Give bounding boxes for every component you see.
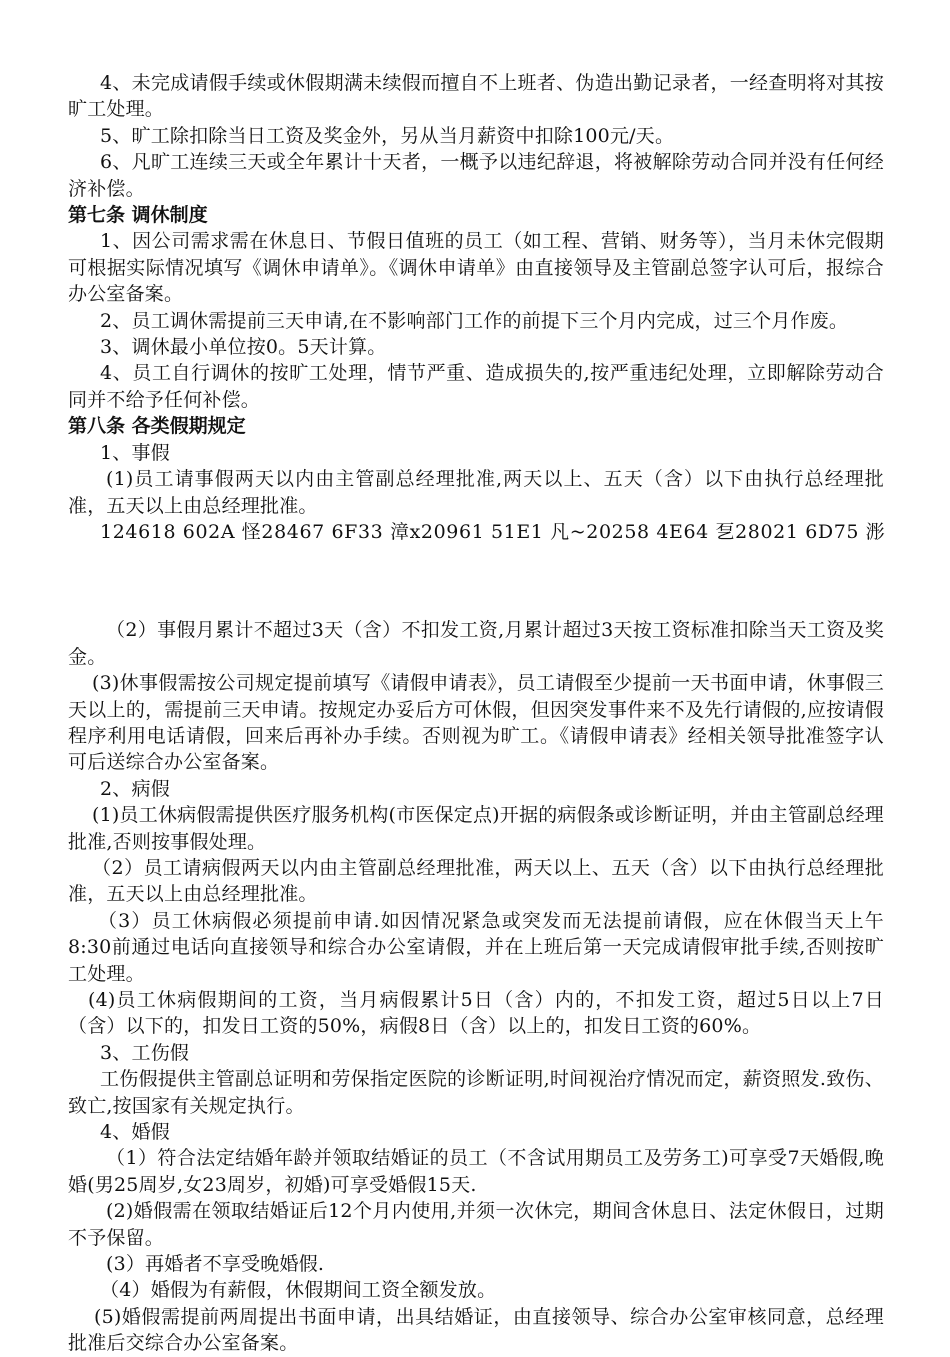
para-personal-leave-1: (1)员工请事假两天以内由主管副总经理批准,两天以上、五天（含）以下由执行总经理批准，五天以上由总经理批准。 [68, 468, 884, 517]
para-sick-leave-3: （3）员工休病假必须提前申请.如因情况紧急或突发而无法提前请假，应在休假当天上午8:30前通过电话向直接领导和综合办公室请假，并在上班后第一天完成请假审批手续,否则按旷工处理。 [68, 909, 884, 985]
para-absence-dismissal: 6、凡旷工连续三天或全年累计十天者，一概予以违纪辞退，将被解除劳动合同并没有任何经济补偿。 [68, 151, 884, 200]
heading-article-7: 第七条 调休制度 [68, 204, 208, 227]
para-absence-deduction: 5、旷工除扣除当日工资及奖金外，另从当月薪资中扣除100元/天。 [100, 124, 675, 147]
heading-article-8: 第八条 各类假期规定 [68, 415, 246, 438]
para-injury-leave: 工伤假提供主管副总证明和劳保指定医院的诊断证明,时间视治疗情况而定，薪资照发.致伤、致亡,按国家有关规定执行。 [68, 1068, 884, 1117]
para-personal-leave-2: （2）事假月累计不超过3天（含）不扣发工资,月累计超过3天按工资标准扣除当天工资及奖金。 [68, 619, 884, 668]
para-sick-leave-1: (1)员工休病假需提供医疗服务机构(市医保定点)开据的病假条或诊断证明，并由主管副总经理批准,否则按事假处理。 [68, 804, 884, 853]
para-compensatory-4: 4、员工自行调休的按旷工处理，情节严重、造成损失的,按严重违纪处理，立即解除劳动合同并不给予任何补偿。 [68, 362, 884, 411]
subheading-marriage-leave: 4、婚假 [100, 1121, 170, 1144]
para-marriage-leave-2: (2)婚假需在领取结婚证后12个月内使用,并须一次休完，期间含休息日、法定休假日，过期不予保留。 [68, 1200, 884, 1249]
garbled-code-line: 124618 602A 怪28467 6F33 漳x20961 51E1 凡~20258 4E64 乭28021 6D75 浵 [100, 520, 886, 543]
para-marriage-leave-5: (5)婚假需提前两周提出书面申请，出具结婚证，由直接领导、综合办公室审核同意，总经理批准后交综合办公室备案。 [68, 1305, 884, 1355]
para-marriage-leave-3: (3）再婚者不享受晚婚假. [106, 1253, 325, 1276]
para-compensatory-2: 2、员工调休需提前三天申请,在不影响部门工作的前提下三个月内完成，过三个月作废。 [100, 309, 849, 332]
subheading-sick-leave: 2、病假 [100, 777, 170, 800]
para-marriage-leave-4: （4）婚假为有薪假，休假期间工资全额发放。 [100, 1279, 497, 1302]
para-compensatory-3: 3、调休最小单位按0。5天计算。 [100, 336, 387, 359]
para-absence-forgery: 4、未完成请假手续或休假期满未续假而擅自不上班者、伪造出勤记录者，一经查明将对其按旷工处理。 [68, 72, 884, 121]
blank-gap [68, 561, 884, 601]
subheading-personal-leave: 1、事假 [100, 441, 170, 464]
para-sick-leave-2: （2）员工请病假两天以内由主管副总经理批准，两天以上、五天（含）以下由执行总经理批准，五天以上由总经理批准。 [68, 856, 884, 906]
para-sick-leave-4: (4)员工休病假期间的工资，当月病假累计5日（含）内的，不扣发工资，超过5日以上7日（含）以下的，扣发日工资的50%，病假8日（含）以上的，扣发日工资的60%。 [68, 989, 884, 1038]
para-personal-leave-3: (3)休事假需按公司规定提前填写《请假申请表》，员工请假至少提前一天书面申请，休事假三天以上的，需提前三天申请。按规定办妥后方可休假，但因突发事件来不及先行请假的,应按请假程序利用电话请假，回来后再补办手续。否则视为旷工。《请假申请表》经相关领导批准签字认可后送综合办公室备案。 [68, 672, 884, 774]
para-marriage-leave-1: （1）符合法定结婚年龄并领取结婚证的员工（不含试用期员工及劳务工)可享受7天婚假,晚婚(男25周岁,女23周岁，初婚)可享受婚假15天. [68, 1147, 884, 1196]
para-compensatory-1: 1、因公司需求需在休息日、节假日值班的员工（如工程、营销、财务等），当月未休完假期可根据实际情况填写《调休申请单》。《调休申请单》由直接领导及主管副总签字认可后，报综合办公室备案。 [68, 230, 884, 306]
document-body [68, 70, 884, 1357]
subheading-injury-leave: 3、工伤假 [100, 1041, 190, 1064]
